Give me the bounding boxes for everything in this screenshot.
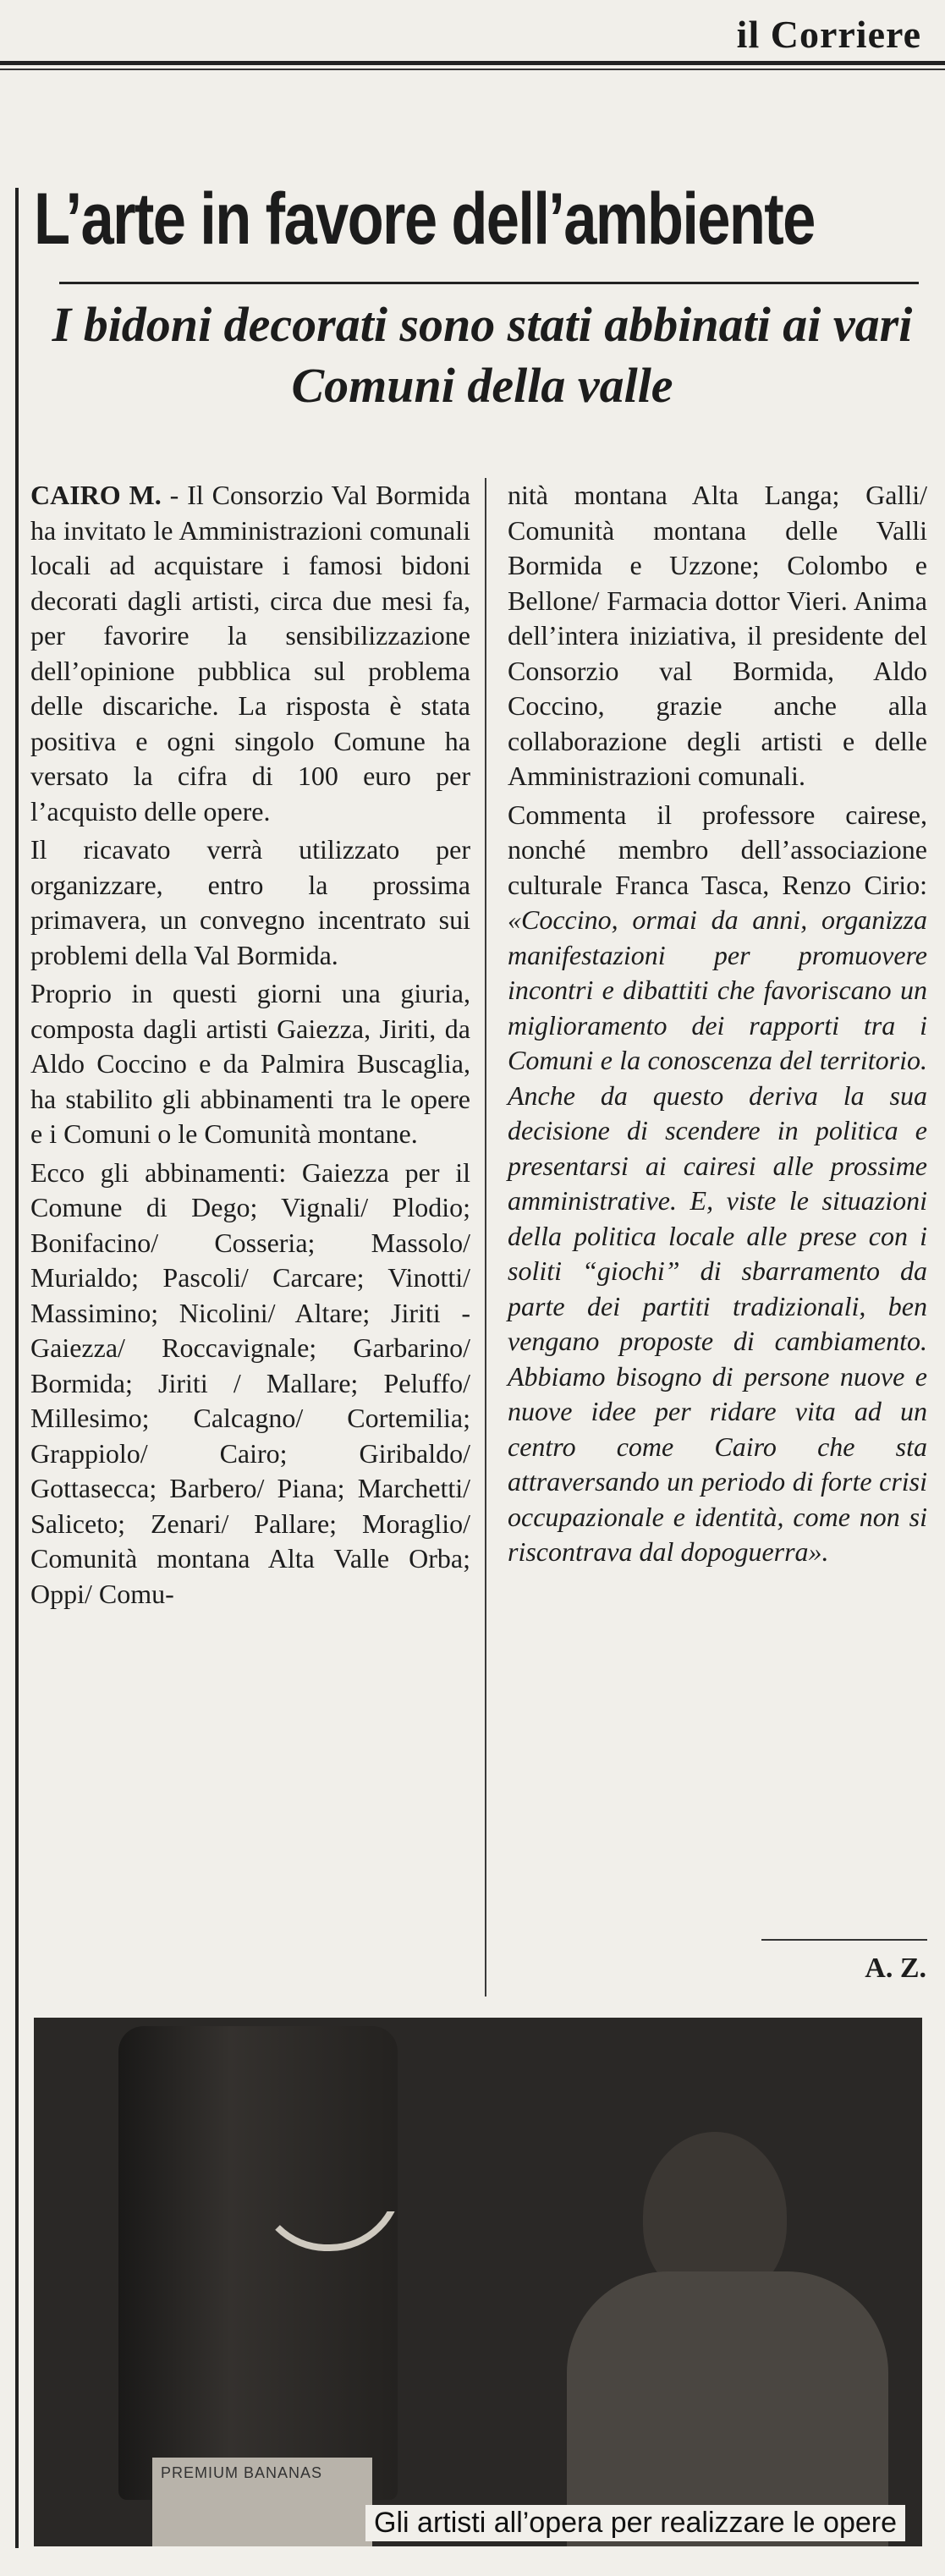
paragraph-2: Il ricavato verrà utilizzato per organizzare, entro la prossima primavera, un convegno incentrato sui problemi della Val Bormida. xyxy=(30,834,470,970)
dateline: CAIRO M. xyxy=(30,480,162,510)
masthead-rule-thin xyxy=(0,69,945,70)
column-divider xyxy=(485,478,486,1997)
paragraph-5: nità montana Alta Langa; Galli/ Comunità montana delle Valli Bormida e Uzzone; Colombo e Bellone/ Farmacia dottor Vieri. Anima dell’intera iniziativa, il presidente del Consorzio val Bormida, Aldo Coccino, grazie anche alla collaborazione degli artisti e delle Amministrazioni comunali. xyxy=(508,480,927,791)
article-headline: L’arte in favore dell’ambiente xyxy=(34,179,815,260)
article-subheadline: I bidoni decorati sono stati abbinati ai vari Comuni della valle xyxy=(52,297,913,413)
masthead-rule-thick xyxy=(0,61,945,65)
crate-label: PREMIUM BANANAS xyxy=(161,2464,323,2481)
article-photo xyxy=(34,2018,922,2546)
article-column-left xyxy=(30,478,470,1615)
paragraph-4: Ecco gli abbinamenti: Gaiezza per il Comune di Dego; Vignali/ Plodio; Bonifacino/ Cosseria; Massolo/ Murialdo; Pascoli/ Carcare; Vinotti/ Massimino; Nicolini/ Altare; Jiriti - Gaiezza/ Roccavignale; Garbarino/ Bormida; Jiriti / Mallare; Peluffo/ Millesimo; Calcagno/ Cortemilia; Grappiolo/ Cairo; Giribaldo/ Gottasecca; Barbero/ Piana; Marchetti/ Saliceto; Zenari/ Pallare; Moraglio/ Comunità montana Alta Valle Orba; Oppi/ Comu- xyxy=(30,1156,470,1609)
author-signature: A. Z. xyxy=(865,1953,926,1984)
paragraph-1: CAIRO M. - Il Consorzio Val Bormida ha invitato le Amministrazioni comunali locali ad acquistare i famosi bidoni decorati dagli artisti, circa due mesi fa, per favorire la sensibilizzazione dell’opinione pubblica sul problema delle discariche. La risposta è stata positiva e ogni singolo Comune ha versato la cifra di 100 euro per l’acquisto delle opere. xyxy=(30,480,471,827)
masthead xyxy=(0,0,945,85)
signature-rule xyxy=(761,1939,927,1941)
paragraph-3: Proprio in questi giorni una giuria, composta dagli artisti Gaiezza, Jiriti, da Aldo Coccino e da Palmira Buscaglia, ha stabilito gli abbinamenti tra le opere e i Comuni o le Comunità montane. xyxy=(30,978,470,1149)
comment-intro: Commenta il professore cairese, nonché membro dell’associazione culturale Franca Tasca, Renzo Cirio: xyxy=(508,799,927,900)
photo-caption: Gli artisti all’opera per realizzare le opere xyxy=(365,2505,905,2541)
decorated-bin xyxy=(118,2026,398,2500)
article-column-right xyxy=(508,478,927,1574)
paragraph-6 xyxy=(508,798,927,1570)
newspaper-brand: il Corriere xyxy=(736,13,921,56)
headline-rule xyxy=(59,282,919,284)
quote-text: «Coccino, ormai da anni, organizza manifestazioni per promuovere incontri e dibattiti che favoriscano un miglioramento dei rapporti tra i Comuni e la conoscenza del territorio. Anche da questo deriva la sua decisione di scendere in politica e presentarsi ai cairesi alle prossime amministrative. E, viste le situazioni della politica locale alle prese con i soliti “giochi” di sbarramento da parte dei partiti tradizionali, ben vengano proposte di cambiamento. Abbiamo bisogno di persone nuove e nuove idee per ridare vita ad un centro come Cairo che sta attraversando un periodo di forte crisi occupazionale e identità, come non si riscontrava dal dopoguerra». xyxy=(508,904,927,1567)
